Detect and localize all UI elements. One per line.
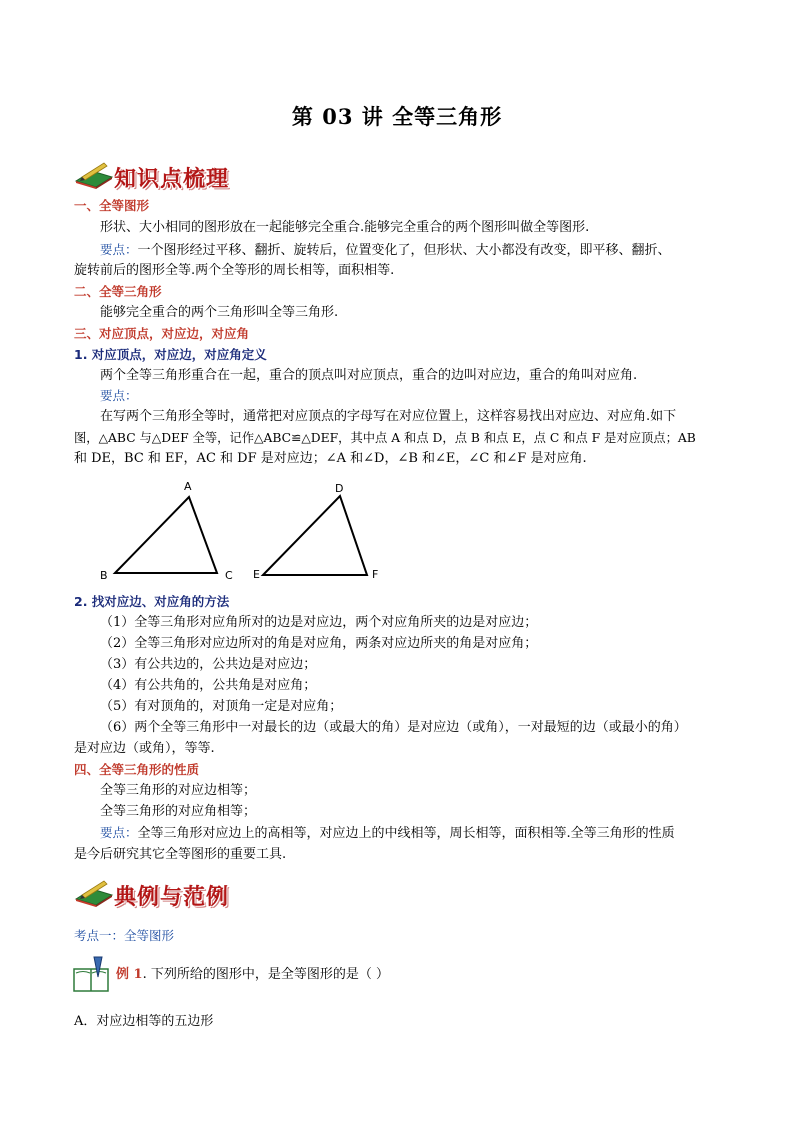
method-item: （2）全等三角形对应边所对的角是对应角，两条对应边所夹的角是对应角； (100, 636, 538, 651)
example-question (116, 965, 389, 985)
section-heading: 四、全等三角形的性质 (74, 762, 200, 777)
sub-heading: 1. 对应顶点，对应边，对应角定义 (74, 347, 267, 362)
section-heading: 一、全等图形 (74, 198, 150, 213)
method-item: （5）有对顶角的，对顶角一定是对应角； (100, 699, 343, 714)
banner-knowledge (74, 160, 229, 194)
banner-examples (74, 878, 229, 912)
example-text: . 下列所给的图形中，是全等图形的是（ ） (142, 967, 389, 982)
label-a: A (184, 480, 192, 493)
paragraph: 全等三角形的对应角相等； (100, 804, 257, 819)
section-heading: 三、对应顶点，对应边，对应角 (74, 326, 250, 341)
label-d: D (335, 482, 344, 495)
key-text: 一个图形经过平移、翻折、旋转后，位置变化了，但形状、大小都没有改变，即平移、翻折、 (137, 243, 671, 258)
paragraph: 是今后研究其它全等图形的重要工具. (74, 847, 287, 862)
section-heading: 二、全等三角形 (74, 284, 162, 299)
banner-title: 典例与范例 (114, 884, 230, 910)
paragraph: 两个全等三角形重合在一起，重合的顶点叫对应顶点，重合的边叫对应边，重合的角叫对应角. (100, 368, 638, 383)
example-label: 例 1 (116, 967, 143, 982)
key-text: 全等三角形对应边上的高相等，对应边上的中线相等，周长相等，面积相等.全等三角形的性质 (137, 826, 675, 841)
label-c: C (225, 569, 233, 582)
paragraph: 能够完全重合的两个三角形叫全等三角形. (100, 305, 339, 320)
key-point-line (100, 823, 675, 844)
key-label: 要点： (100, 388, 138, 403)
label-b: B (100, 569, 108, 582)
paragraph: 图，△ABC 与△DEF 全等，记作△ABC≌△DEF，其中点 A 和点 D，点 B 和点 E，点 C 和点 F 是对应顶点；AB (74, 431, 696, 445)
key-label: 要点： (100, 825, 138, 840)
paragraph: 和 DE，BC 和 EF，AC 和 DF 是对应边；∠A 和∠D，∠B 和∠E，∠C 和∠F 是对应角. (74, 451, 587, 466)
triangle-abc (115, 497, 217, 573)
paragraph: 在写两个三角形全等时，通常把对应顶点的字母写在对应位置上，这样容易找出对应边、对应角.如下 (100, 409, 677, 424)
kaodian-label: 考点一：全等图形 (74, 928, 175, 943)
banner-title: 知识点梳理 (114, 166, 230, 192)
sub-heading: 2. 找对应边、对应角的方法 (74, 594, 230, 609)
paragraph: 全等三角形的对应边相等； (100, 783, 257, 798)
method-item: 是对应边（或角），等等. (74, 741, 215, 756)
page-title: 第 03 讲 全等三角形 (291, 104, 503, 129)
method-item: （6）两个全等三角形中一对最长的边（或最大的角）是对应边（或角），一对最短的边（或最小的角） (100, 720, 687, 735)
option-a: A．对应边相等的五边形 (74, 1014, 214, 1029)
key-label: 要点： (100, 242, 138, 257)
method-item: （3）有公共边的，公共边是对应边； (100, 657, 317, 672)
paragraph: 旋转前后的图形全等.两个全等形的周长相等，面积相等. (74, 263, 395, 278)
method-item: （4）有公共角的，公共角是对应角； (100, 678, 317, 693)
method-item: （1）全等三角形对应角所对的边是对应边，两个对应角所夹的边是对应边； (100, 615, 538, 630)
pen-book-icon (74, 161, 114, 193)
key-point-line (100, 240, 671, 261)
triangles-figure (95, 476, 395, 586)
label-e: E (253, 568, 260, 581)
book-pen-icon (72, 955, 112, 997)
paragraph: 形状、大小相同的图形放在一起能够完全重合.能够完全重合的两个图形叫做全等图形. (100, 220, 590, 235)
label-f: F (372, 568, 379, 581)
pen-book-icon (74, 879, 114, 911)
triangle-def (263, 496, 367, 575)
